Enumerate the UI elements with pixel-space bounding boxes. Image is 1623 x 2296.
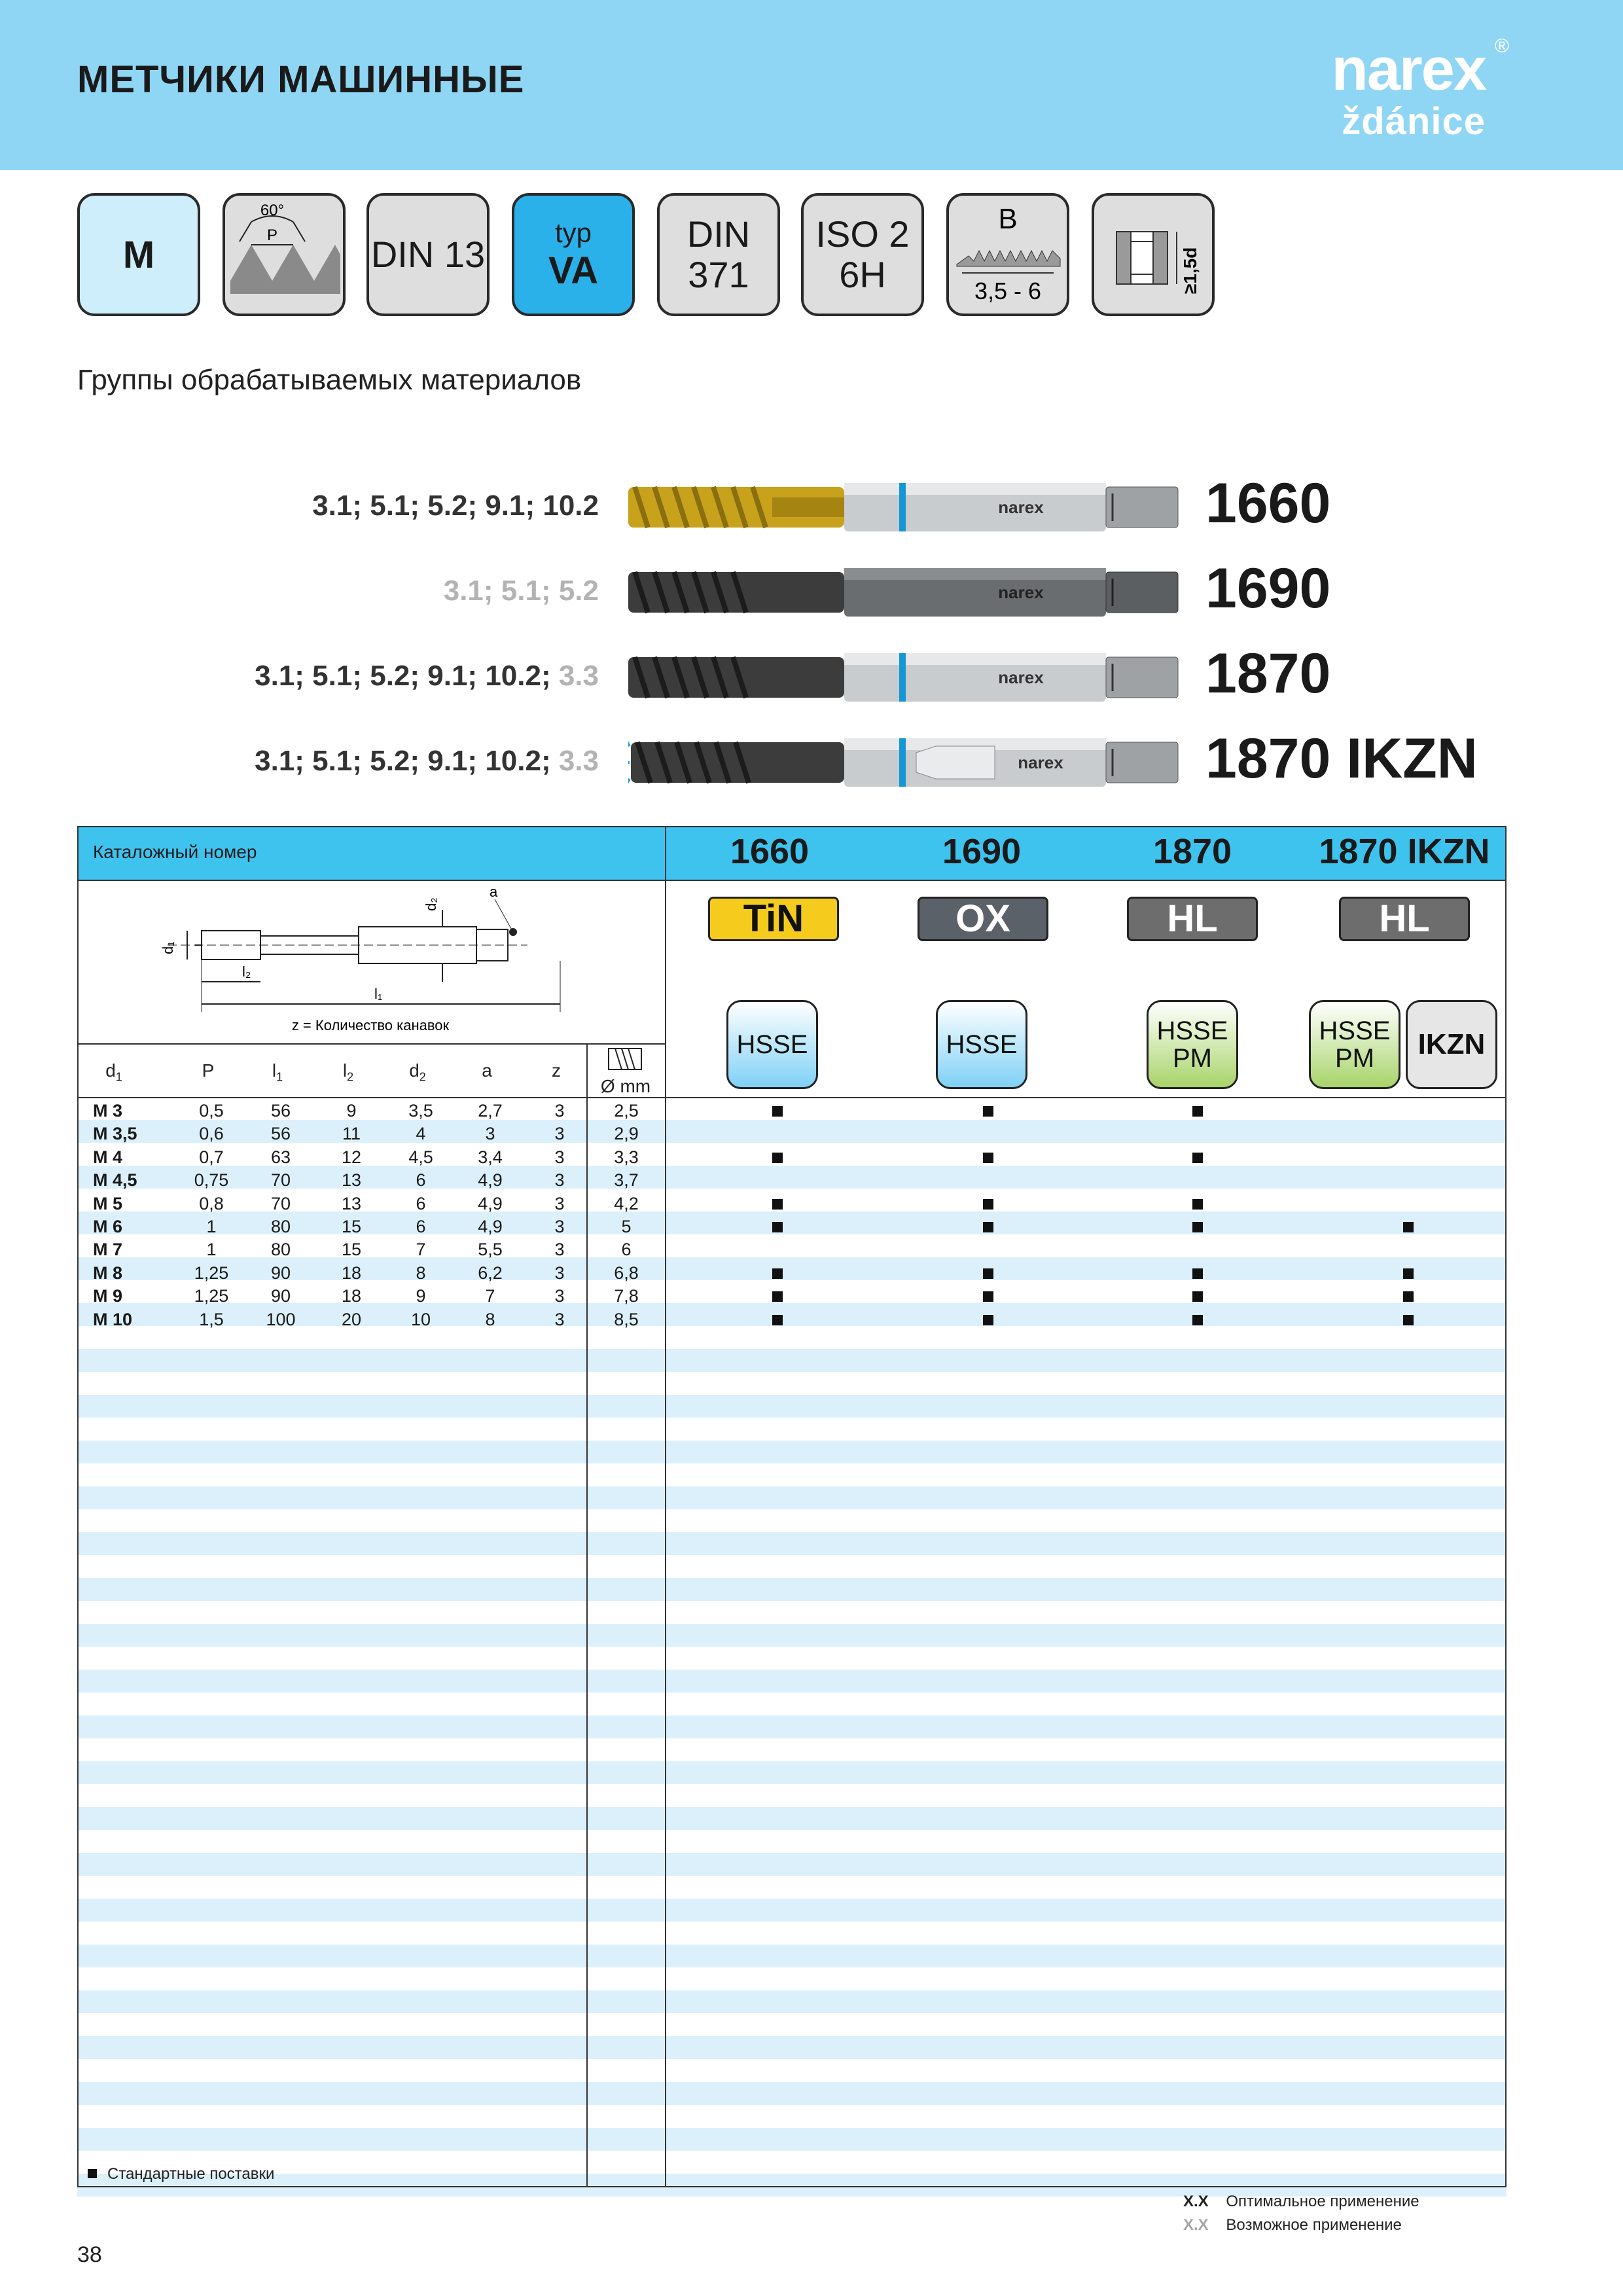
cell-l2: 18 [341, 1286, 362, 1306]
cell-a: 8 [485, 1309, 495, 1329]
cell-d1: M 4 [93, 1147, 123, 1167]
product-materials-1660 [312, 490, 599, 522]
cell-d1: M 10 [93, 1309, 133, 1329]
cell-l1: 63 [270, 1147, 291, 1167]
cell-d1: M 5 [93, 1193, 123, 1213]
chamfer-form-icon [946, 193, 1069, 316]
product-number-1870: 1870 [1205, 642, 1331, 705]
cell-drill: 3,3 [614, 1147, 639, 1167]
header-l2: $l_2$ [342, 1060, 354, 1084]
materials-optimal: 3.1; 5.1; 5.2; 9.1; 10.2; [255, 660, 559, 692]
cell-drill: 6 [621, 1240, 632, 1260]
cell-d2: 10 [410, 1309, 431, 1329]
cell-a: 2,7 [478, 1101, 503, 1121]
cell-l2: 11 [342, 1124, 361, 1144]
product-materials-1870-ikzn [255, 745, 599, 778]
tap-brand-text: narex [998, 668, 1044, 687]
cell-z: 3 [554, 1193, 565, 1213]
cell-drill: 3,7 [614, 1170, 639, 1191]
column-head-1690: 1690 [942, 832, 1022, 871]
cell-d1: M 6 [93, 1217, 123, 1236]
header-drill-diameter: Ø mm [600, 1076, 651, 1096]
cell-z: 3 [554, 1263, 565, 1283]
cell-l2: 18 [341, 1263, 362, 1283]
tap-image-1870 [628, 648, 1186, 707]
cell-drill: 5 [621, 1217, 632, 1236]
tap-type-caption: typ [554, 217, 592, 248]
column-head-1870-ikzn: 1870 IKZN [1319, 832, 1490, 871]
cell-d2: 6 [416, 1170, 426, 1191]
cell-d1: M 7 [93, 1240, 123, 1260]
cell-d2: 6 [416, 1193, 426, 1213]
cell-a: 4,9 [478, 1170, 503, 1191]
tap-type-value: VA [548, 249, 599, 292]
materials-heading: Группы обрабатываемых материалов [77, 364, 582, 396]
cell-drill: 6,8 [614, 1263, 639, 1283]
cell-z: 3 [554, 1147, 565, 1167]
cell-l2: 15 [341, 1217, 362, 1236]
standard-supply-mark [88, 2169, 97, 2178]
chamfer-form-drawing [949, 196, 1067, 314]
page-number: 38 [77, 2242, 102, 2267]
thread-depth-icon [1092, 193, 1215, 316]
header-d1: $d_1$ [105, 1060, 122, 1084]
cell-p: 1,25 [194, 1263, 229, 1283]
cell-l1: 70 [270, 1193, 291, 1213]
page-title: МЕТЧИКИ МАШИННЫЕ [77, 58, 525, 101]
table-frame [77, 826, 1507, 2187]
materials-possible: 3.3 [558, 660, 599, 692]
material-badge-ikzn: IKZN [1406, 1000, 1497, 1089]
header-l1: $l_1$ [272, 1060, 283, 1084]
cell-l2: 12 [341, 1147, 362, 1167]
product-number-1690: 1690 [1205, 557, 1331, 620]
thread-depth-drawing [1094, 196, 1212, 314]
header-a: a [482, 1060, 492, 1081]
product-number-1870-ikzn: 1870 IKZN [1205, 727, 1478, 790]
registered-mark: ® [1494, 35, 1509, 57]
material-badge-hsse-pm: HSSE PM [1147, 1000, 1238, 1089]
cell-a: 5,5 [478, 1240, 503, 1260]
cell-z: 3 [554, 1286, 565, 1306]
material-badge-hsse: HSSE [936, 1000, 1027, 1089]
header-z: z [552, 1060, 561, 1081]
footnote [88, 2165, 274, 2183]
column-head-1660: 1660 [730, 832, 810, 871]
standard-din371-line2: 371 [688, 254, 749, 295]
cell-d1: M 3 [93, 1101, 123, 1121]
tap-brand-text: narex [1018, 753, 1063, 772]
cell-d2: 4 [416, 1124, 426, 1144]
standard-din371-line1: DIN [687, 213, 751, 255]
header-p: P [202, 1060, 215, 1081]
header-d2: $d_2$ [409, 1060, 426, 1084]
narex-logo [1283, 35, 1509, 144]
cell-l1: 100 [266, 1309, 296, 1329]
tap-image-1660 [628, 478, 1186, 537]
catalog-number-label: Каталожный номер [93, 842, 257, 862]
thread-type-icon [77, 193, 200, 316]
coating-label: OX [955, 897, 1010, 940]
cell-l1: 56 [270, 1124, 291, 1144]
cell-drill: 2,5 [614, 1101, 639, 1121]
tolerance-line2: 6H [839, 254, 886, 295]
cell-l1: 80 [270, 1217, 291, 1236]
cell-d2: 9 [416, 1286, 426, 1306]
logo-text-narex: narex [1331, 36, 1486, 103]
cell-d1: M 9 [93, 1286, 123, 1306]
label-a: a [490, 884, 498, 900]
materials-possible: 3.1; 5.1; 5.2 [443, 575, 599, 607]
cell-a: 7 [485, 1286, 495, 1306]
cell-p: 0,8 [199, 1193, 224, 1213]
cell-z: 3 [554, 1217, 565, 1236]
cell-d1: M 4,5 [93, 1170, 137, 1191]
cell-l2: 20 [341, 1309, 362, 1329]
product-materials-1690 [444, 575, 599, 607]
cell-z: 3 [554, 1101, 565, 1121]
cell-d2: 4,5 [408, 1147, 433, 1167]
cell-l1: 90 [270, 1263, 291, 1283]
cell-p: 1 [206, 1240, 217, 1260]
product-materials-1870 [255, 660, 599, 692]
coating-label: TiN [743, 897, 804, 940]
cell-d1: M 8 [93, 1263, 123, 1283]
label-l2: l₂ [242, 963, 251, 980]
standard-din13-icon [366, 193, 490, 316]
cell-a: 3 [485, 1124, 495, 1144]
cell-l2: 15 [341, 1240, 362, 1260]
standard-din13-label: DIN 13 [370, 234, 486, 275]
label-d2: d₂ [423, 897, 439, 911]
cell-l2: 9 [346, 1101, 357, 1121]
cell-z: 3 [554, 1240, 565, 1260]
cell-drill: 7,8 [614, 1286, 639, 1306]
thread-type-label: M [122, 233, 155, 276]
cell-l1: 80 [270, 1240, 291, 1260]
legend-possible [1183, 2216, 1402, 2234]
tap-type-icon [512, 193, 635, 316]
cell-d2: 8 [416, 1263, 426, 1283]
cell-drill: 4,2 [614, 1193, 639, 1213]
standard-din371-icon [657, 193, 780, 316]
cell-a: 3,4 [478, 1147, 503, 1167]
cell-z: 3 [554, 1124, 565, 1144]
legend-optimal-text: Оптимальное применение [1226, 2193, 1419, 2210]
legend-mark-optimal: X.X [1183, 2193, 1209, 2210]
cell-drill: 8,5 [614, 1309, 639, 1329]
materials-possible: 3.3 [558, 745, 599, 777]
profile-angle-text: 60° [260, 202, 285, 219]
chamfer-form-text: B [998, 203, 1018, 235]
cell-p: 0,6 [199, 1124, 224, 1144]
label-d1: d₁ [160, 941, 176, 954]
legend-mark-possible: X.X [1183, 2216, 1209, 2234]
drawing-caption: z = Количество канавок [291, 1017, 450, 1033]
cell-d2: 6 [416, 1217, 426, 1236]
cell-p: 0,7 [199, 1147, 224, 1167]
cell-z: 3 [554, 1309, 565, 1329]
cell-d1: M 3,5 [93, 1124, 137, 1144]
material-badge-hsse: HSSE [726, 1000, 818, 1089]
cell-drill: 2,9 [614, 1124, 639, 1144]
footnote-text: Стандартные поставки [107, 2165, 275, 2183]
legend-possible-text: Возможное применение [1226, 2216, 1402, 2234]
cell-a: 4,9 [478, 1217, 503, 1236]
profile-pitch-text: P [266, 226, 278, 244]
legend-optimal [1183, 2193, 1419, 2211]
cell-l1: 56 [270, 1101, 291, 1121]
cell-l1: 70 [270, 1170, 291, 1191]
product-number-1660: 1660 [1205, 472, 1331, 535]
cell-p: 1 [206, 1217, 217, 1236]
coating-label: HL [1167, 897, 1218, 940]
label-l1: l₁ [374, 986, 383, 1002]
cell-l1: 90 [270, 1286, 291, 1306]
cell-p: 0,5 [199, 1101, 224, 1121]
material-badge-hsse-pm: HSSE PM [1309, 1000, 1400, 1089]
logo-text-zdanice: ždánice [1342, 100, 1486, 143]
tolerance-icon [801, 193, 924, 316]
tap-brand-text: narex [998, 497, 1044, 517]
materials-optimal: 3.1; 5.1; 5.2; 9.1; 10.2 [312, 490, 599, 522]
cell-l2: 13 [341, 1193, 362, 1213]
cell-d2: 7 [416, 1240, 426, 1260]
tap-image-1690 [628, 563, 1186, 622]
column-head-1870: 1870 [1152, 832, 1232, 871]
cell-a: 4,9 [478, 1193, 503, 1213]
cell-a: 6,2 [478, 1263, 503, 1283]
chamfer-threads-text: 3,5 - 6 [974, 278, 1042, 304]
cell-p: 1,25 [194, 1286, 229, 1306]
tolerance-line1: ISO 2 [815, 213, 910, 255]
cell-z: 3 [554, 1170, 565, 1191]
cell-l2: 13 [341, 1170, 362, 1191]
cell-d2: 3,5 [408, 1101, 433, 1121]
cell-p: 1,5 [199, 1309, 224, 1329]
thread-profile-drawing [225, 196, 343, 314]
thread-depth-text: ≥1,5d [1180, 247, 1200, 294]
materials-optimal: 3.1; 5.1; 5.2; 9.1; 10.2; [255, 745, 559, 777]
coating-label: HL [1379, 897, 1430, 940]
cell-p: 0,75 [194, 1170, 229, 1191]
tap-image-1870-ikzn [628, 733, 1186, 792]
tap-brand-text: narex [998, 583, 1044, 602]
thread-profile-icon [223, 193, 346, 316]
